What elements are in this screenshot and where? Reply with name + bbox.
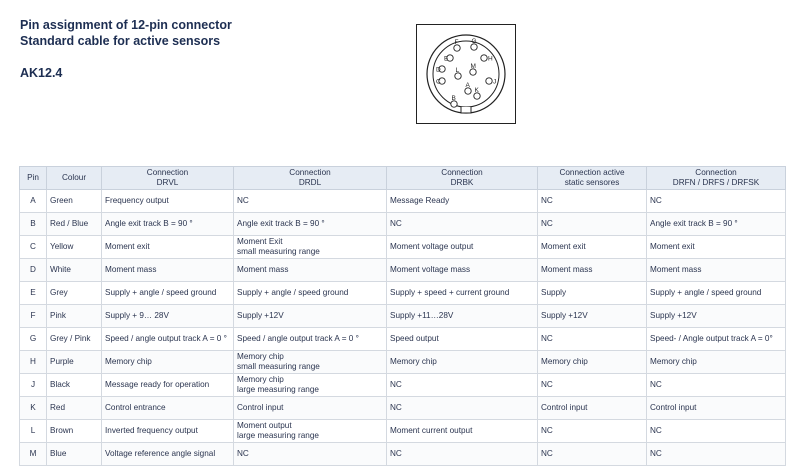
cell-text: Yellow bbox=[50, 242, 74, 251]
connection-cell bbox=[102, 328, 234, 351]
cell-text: H bbox=[30, 357, 36, 366]
connection-cell bbox=[538, 213, 647, 236]
connection-cell bbox=[102, 190, 234, 213]
connection-cell bbox=[647, 213, 786, 236]
colour-cell bbox=[47, 397, 102, 420]
cell-text: NC bbox=[541, 449, 553, 458]
connector-drawing bbox=[417, 25, 515, 123]
cell-text: White bbox=[50, 265, 71, 274]
column-header-text: static sensores bbox=[564, 178, 620, 187]
connection-cell bbox=[538, 282, 647, 305]
connection-cell bbox=[538, 236, 647, 259]
cell-text: NC bbox=[541, 380, 553, 389]
connection-cell bbox=[647, 236, 786, 259]
connector-pin-label: B bbox=[451, 95, 456, 102]
connection-cell bbox=[234, 351, 387, 374]
table-row bbox=[20, 443, 786, 466]
connection-cell bbox=[538, 305, 647, 328]
cell-text: Moment voltage output bbox=[390, 242, 474, 251]
connector-pin-label: E bbox=[444, 55, 449, 63]
connection-cell bbox=[102, 305, 234, 328]
connection-cell bbox=[234, 305, 387, 328]
cell-text: Memory chip bbox=[650, 357, 697, 366]
pin-assignment-table bbox=[19, 166, 786, 466]
cell-text: Frequency output bbox=[105, 196, 169, 205]
title-line-2: Standard cable for active sensors bbox=[20, 34, 221, 48]
cell-text: Moment exit bbox=[650, 242, 695, 251]
cell-text: M bbox=[29, 449, 37, 458]
connection-cell bbox=[102, 259, 234, 282]
cell-text: L bbox=[30, 426, 36, 435]
connection-cell bbox=[647, 259, 786, 282]
cell-text: Supply + angle / speed ground bbox=[237, 288, 349, 297]
cell-text: B bbox=[30, 219, 36, 228]
cell-text: Moment mass bbox=[541, 265, 593, 274]
cell-text: Angle exit track B = 90 ° bbox=[650, 219, 738, 228]
pin-cell bbox=[20, 443, 47, 466]
table-row bbox=[20, 328, 786, 351]
cell-text: Green bbox=[50, 196, 73, 205]
title-line-1: Pin assignment of 12-pin connector bbox=[20, 18, 232, 32]
colour-cell bbox=[47, 351, 102, 374]
connector-pin-label: J bbox=[493, 78, 497, 86]
cell-text: Supply + angle / speed ground bbox=[105, 288, 217, 297]
cell-text: Angle exit track B = 90 ° bbox=[105, 219, 193, 228]
connection-cell bbox=[234, 420, 387, 443]
cell-text: NC bbox=[237, 449, 249, 458]
cell-text: Moment mass bbox=[237, 265, 289, 274]
column-header bbox=[102, 167, 234, 190]
column-header bbox=[647, 167, 786, 190]
cell-text: Moment output bbox=[237, 421, 292, 430]
connection-cell bbox=[387, 213, 538, 236]
cell-text: Memory chip bbox=[105, 357, 152, 366]
column-header-text: Connection bbox=[695, 168, 737, 177]
cell-text: Red bbox=[50, 403, 66, 412]
colour-cell bbox=[47, 443, 102, 466]
cell-text: Inverted frequency output bbox=[105, 426, 198, 435]
connector-pin-label: K bbox=[474, 87, 479, 94]
cell-text: Moment current output bbox=[390, 426, 473, 435]
colour-cell bbox=[47, 374, 102, 397]
pin-cell bbox=[20, 351, 47, 374]
connection-cell bbox=[387, 351, 538, 374]
cell-text: Supply +12V bbox=[650, 311, 697, 320]
connector-pin-j bbox=[486, 78, 492, 84]
cell-text: E bbox=[30, 288, 36, 297]
colour-cell bbox=[47, 305, 102, 328]
connection-cell bbox=[102, 282, 234, 305]
connection-cell bbox=[387, 259, 538, 282]
cell-text: small measuring range bbox=[237, 247, 320, 256]
table-header-row bbox=[20, 167, 786, 190]
connection-cell bbox=[234, 213, 387, 236]
cell-text: Supply bbox=[541, 288, 567, 297]
pin-cell bbox=[20, 328, 47, 351]
cell-text: NC bbox=[237, 196, 249, 205]
connector-pin-label: A bbox=[465, 82, 470, 89]
pin-cell bbox=[20, 397, 47, 420]
connection-cell bbox=[538, 259, 647, 282]
table-row bbox=[20, 282, 786, 305]
connector-pin-label: D bbox=[436, 66, 441, 74]
table-row bbox=[20, 259, 786, 282]
cell-text: C bbox=[30, 242, 36, 251]
connection-cell bbox=[387, 397, 538, 420]
connection-cell bbox=[538, 190, 647, 213]
table-row bbox=[20, 351, 786, 374]
column-header-text: Pin bbox=[27, 173, 39, 182]
column-header-text: Connection bbox=[441, 168, 483, 177]
cell-text: Supply + angle / speed ground bbox=[650, 288, 762, 297]
pin-cell bbox=[20, 236, 47, 259]
connection-cell bbox=[234, 190, 387, 213]
table-row bbox=[20, 420, 786, 443]
document-title bbox=[20, 17, 232, 49]
colour-cell bbox=[47, 213, 102, 236]
cell-text: Black bbox=[50, 380, 71, 389]
connection-cell bbox=[387, 443, 538, 466]
table-row bbox=[20, 213, 786, 236]
connection-cell bbox=[387, 374, 538, 397]
cell-text: small measuring range bbox=[237, 362, 320, 371]
cell-text: NC bbox=[390, 219, 402, 228]
table-row bbox=[20, 305, 786, 328]
column-header-text: Colour bbox=[61, 173, 87, 182]
connector-pin-label: F bbox=[454, 39, 459, 46]
connection-cell bbox=[102, 443, 234, 466]
cell-text: Control input bbox=[541, 403, 588, 412]
table-row bbox=[20, 190, 786, 213]
cell-text: Moment voltage mass bbox=[390, 265, 471, 274]
cell-text: F bbox=[30, 311, 36, 320]
cell-text: Memory chip bbox=[237, 352, 284, 361]
cell-text: large measuring range bbox=[237, 431, 319, 440]
table-row bbox=[20, 374, 786, 397]
connection-cell bbox=[647, 351, 786, 374]
pin-cell bbox=[20, 374, 47, 397]
column-header bbox=[234, 167, 387, 190]
pin-cell bbox=[20, 259, 47, 282]
cell-text: Supply + 9… 28V bbox=[105, 311, 169, 320]
cell-text: Voltage reference angle signal bbox=[105, 449, 216, 458]
cell-text: NC bbox=[390, 380, 402, 389]
cell-text: Control entrance bbox=[105, 403, 166, 412]
cell-text: Grey / Pink bbox=[50, 334, 91, 343]
connector-outer-ring bbox=[427, 35, 505, 113]
cell-text: NC bbox=[650, 196, 662, 205]
connection-cell bbox=[387, 236, 538, 259]
connector-diagram bbox=[416, 24, 516, 124]
connection-cell bbox=[538, 351, 647, 374]
connection-cell bbox=[538, 328, 647, 351]
cell-text: NC bbox=[650, 449, 662, 458]
connection-cell bbox=[647, 305, 786, 328]
connection-cell bbox=[234, 236, 387, 259]
cell-text: Supply + speed + current ground bbox=[390, 288, 510, 297]
connection-cell bbox=[387, 420, 538, 443]
column-header-text: DRFN / DRFS / DRFSK bbox=[672, 178, 760, 187]
column-header-text: DRBK bbox=[450, 178, 474, 187]
connection-cell bbox=[102, 213, 234, 236]
connection-cell bbox=[234, 397, 387, 420]
cell-text: Control input bbox=[650, 403, 697, 412]
cell-text: large measuring range bbox=[237, 385, 319, 394]
colour-cell bbox=[47, 328, 102, 351]
connection-cell bbox=[647, 328, 786, 351]
cell-text: Speed / angle output track A = 0 ° bbox=[237, 334, 359, 343]
cell-text: Control input bbox=[237, 403, 284, 412]
cell-text: Moment exit bbox=[541, 242, 586, 251]
cell-text: Red / Blue bbox=[50, 219, 89, 228]
cell-text: NC bbox=[390, 449, 402, 458]
connection-cell bbox=[647, 443, 786, 466]
connection-cell bbox=[647, 190, 786, 213]
cell-text: Message Ready bbox=[390, 196, 450, 205]
cell-text: D bbox=[30, 265, 36, 274]
cell-text: NC bbox=[390, 403, 402, 412]
cell-text: Memory chip bbox=[237, 375, 284, 384]
connector-pin-label: G bbox=[471, 38, 477, 45]
colour-cell bbox=[47, 282, 102, 305]
cell-text: J bbox=[30, 380, 36, 389]
pin-cell bbox=[20, 282, 47, 305]
table-row bbox=[20, 397, 786, 420]
connection-cell bbox=[647, 397, 786, 420]
connection-cell bbox=[538, 443, 647, 466]
cell-text: NC bbox=[541, 219, 553, 228]
cell-text: NC bbox=[650, 380, 662, 389]
connection-cell bbox=[102, 236, 234, 259]
cell-text: Moment exit bbox=[105, 242, 150, 251]
cell-text: NC bbox=[541, 196, 553, 205]
connection-cell bbox=[538, 420, 647, 443]
cell-text: Angle exit track B = 90 ° bbox=[237, 219, 325, 228]
connector-pin-label: M bbox=[470, 63, 476, 70]
column-header bbox=[387, 167, 538, 190]
connection-cell bbox=[234, 282, 387, 305]
column-header-text: Connection bbox=[289, 168, 331, 177]
table-row bbox=[20, 236, 786, 259]
cell-text: Purple bbox=[50, 357, 74, 366]
cell-text: Moment mass bbox=[105, 265, 157, 274]
pin-cell bbox=[20, 190, 47, 213]
connection-cell bbox=[102, 420, 234, 443]
cell-text: Memory chip bbox=[390, 357, 437, 366]
connection-cell bbox=[234, 259, 387, 282]
colour-cell bbox=[47, 259, 102, 282]
cell-text: Memory chip bbox=[541, 357, 588, 366]
colour-cell bbox=[47, 190, 102, 213]
pin-cell bbox=[20, 213, 47, 236]
column-header bbox=[47, 167, 102, 190]
colour-cell bbox=[47, 420, 102, 443]
connector-pin-label: L bbox=[455, 67, 460, 74]
connection-cell bbox=[387, 305, 538, 328]
cell-text: Supply +12V bbox=[237, 311, 284, 320]
model-label: AK12.4 bbox=[20, 66, 63, 80]
cell-text: G bbox=[29, 334, 37, 343]
connection-cell bbox=[234, 374, 387, 397]
connector-pin-label: C bbox=[436, 78, 441, 86]
cell-text: K bbox=[30, 403, 36, 412]
connection-cell bbox=[102, 397, 234, 420]
connection-cell bbox=[647, 374, 786, 397]
connection-cell bbox=[647, 282, 786, 305]
cell-text: Message ready for operation bbox=[105, 380, 210, 389]
connector-inner-ring bbox=[433, 41, 499, 107]
cell-text: Moment mass bbox=[650, 265, 702, 274]
connection-cell bbox=[538, 374, 647, 397]
cell-text: NC bbox=[650, 426, 662, 435]
cell-text: Pink bbox=[50, 311, 66, 320]
cell-text: NC bbox=[541, 426, 553, 435]
connector-key-notch bbox=[461, 107, 471, 113]
cell-text: Moment Exit bbox=[237, 237, 283, 246]
cell-text: Speed / angle output track A = 0 ° bbox=[105, 334, 227, 343]
cell-text: Blue bbox=[50, 449, 67, 458]
connection-cell bbox=[387, 282, 538, 305]
column-header bbox=[20, 167, 47, 190]
connection-cell bbox=[538, 397, 647, 420]
colour-cell bbox=[47, 236, 102, 259]
column-header-text: Connection active bbox=[559, 168, 625, 177]
cell-text: Grey bbox=[50, 288, 68, 297]
cell-text: Speed- / Angle output track A = 0° bbox=[650, 334, 773, 343]
connector-pin-h bbox=[481, 55, 487, 61]
cell-text: NC bbox=[541, 334, 553, 343]
connection-cell bbox=[234, 443, 387, 466]
connection-cell bbox=[387, 328, 538, 351]
column-header-text: Connection bbox=[146, 168, 189, 177]
connector-pin-label: H bbox=[488, 55, 493, 63]
column-header-text: DRDL bbox=[298, 178, 322, 187]
column-header bbox=[538, 167, 647, 190]
connection-cell bbox=[387, 190, 538, 213]
connection-cell bbox=[234, 328, 387, 351]
connection-cell bbox=[102, 374, 234, 397]
pin-cell bbox=[20, 420, 47, 443]
cell-text: Supply +11…28V bbox=[390, 311, 454, 320]
cell-text: Brown bbox=[50, 426, 74, 435]
column-header-text: DRVL bbox=[156, 178, 179, 187]
cell-text: A bbox=[30, 196, 36, 205]
cell-text: Speed output bbox=[390, 334, 439, 343]
connection-cell bbox=[102, 351, 234, 374]
connection-cell bbox=[647, 420, 786, 443]
cell-text: Supply +12V bbox=[541, 311, 588, 320]
pin-cell bbox=[20, 305, 47, 328]
